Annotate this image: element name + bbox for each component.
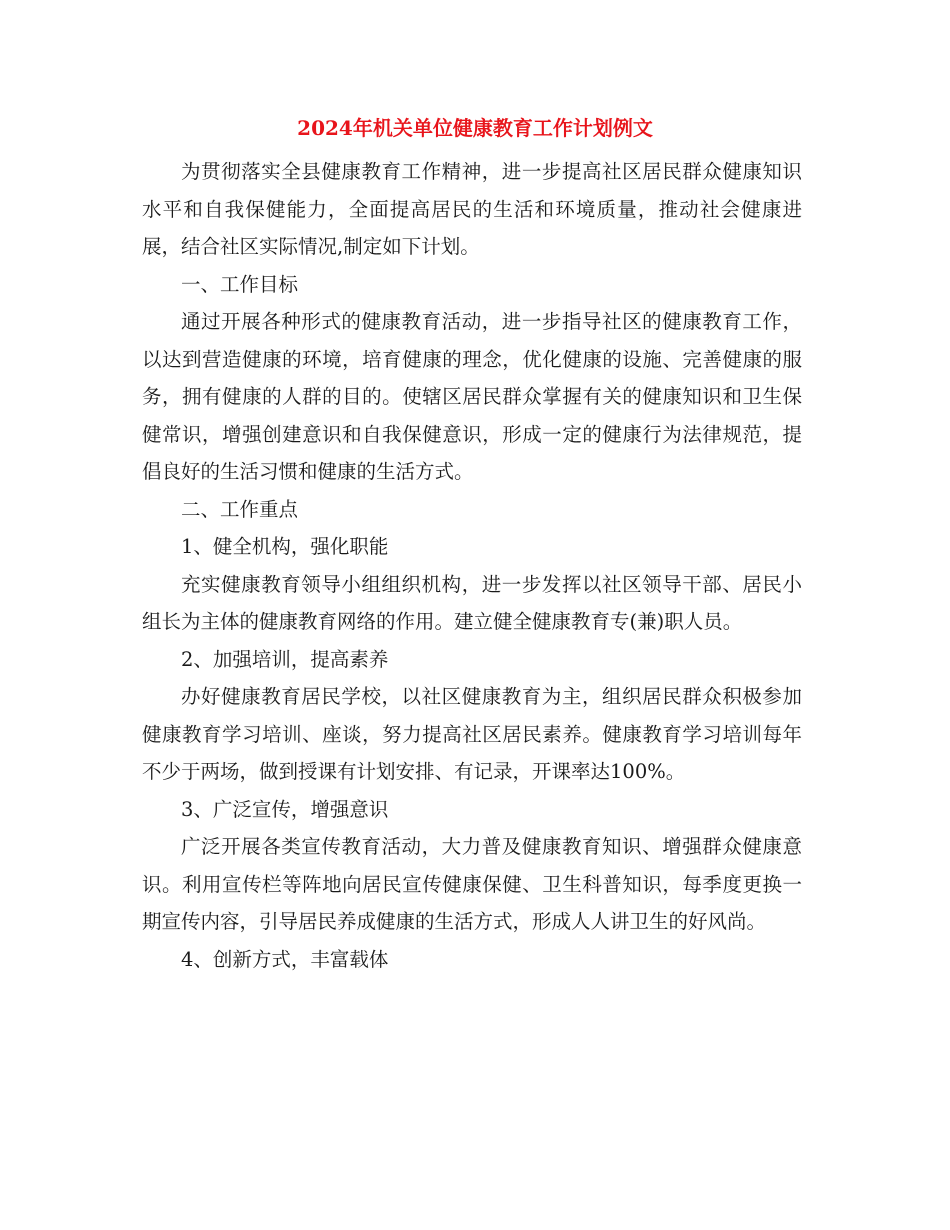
- publicity-paragraph: 广泛开展各类宣传教育活动，大力普及健康教育知识、增强群众健康意识。利用宣传栏等阵地向居民宣传健康保健、卫生科普知识，每季度更换一期宣传内容，引导居民养成健康的生活方式，形成人人讲卫生的好风尚。: [142, 835, 802, 933]
- section-heading-focus: 二、工作重点: [181, 497, 299, 521]
- document-body: [142, 153, 802, 978]
- subheading-innovation: 4、创新方式，丰富载体: [181, 947, 389, 971]
- subheading-organization: 1、健全机构，强化职能: [181, 535, 389, 558]
- training-paragraph: 办好健康教育居民学校，以社区健康教育为主，组织居民群众积极参加健康教育学习培训、座谈，努力提高社区居民素养。健康教育学习培训每年不少于两场，做到授课有计划安排、有记录，开课率达100%。: [142, 685, 802, 783]
- document-title: 2024年机关单位健康教育工作计划例文: [297, 116, 653, 140]
- subheading-publicity: 3、广泛宣传，增强意识: [181, 797, 389, 821]
- intro-paragraph: 为贯彻落实全县健康教育工作精神，进一步提高社区居民群众健康知识水平和自我保健能力，全面提高居民的生活和环境质量，推动社会健康进展，结合社区实际情况,制定如下计划。: [142, 160, 802, 258]
- goals-paragraph: 通过开展各种形式的健康教育活动，进一步指导社区的健康教育工作，以达到营造健康的环境，培育健康的理念，优化健康的设施、完善健康的服务，拥有健康的人群的目的。使辖区居民群众掌握有关的健康知识和卫生保健常识，增强创建意识和自我保健意识，形成一定的健康行为法律规范，提倡良好的生活习惯和健康的生活方式。: [142, 310, 802, 483]
- section-heading-goals: 一、工作目标: [181, 272, 299, 296]
- organization-paragraph: 充实健康教育领导小组组织机构，进一步发挥以社区领导干部、居民小组长为主体的健康教育网络的作用。建立健全健康教育专(兼)职人员。: [142, 572, 802, 633]
- subheading-training: 2、加强培训，提高素养: [181, 647, 389, 671]
